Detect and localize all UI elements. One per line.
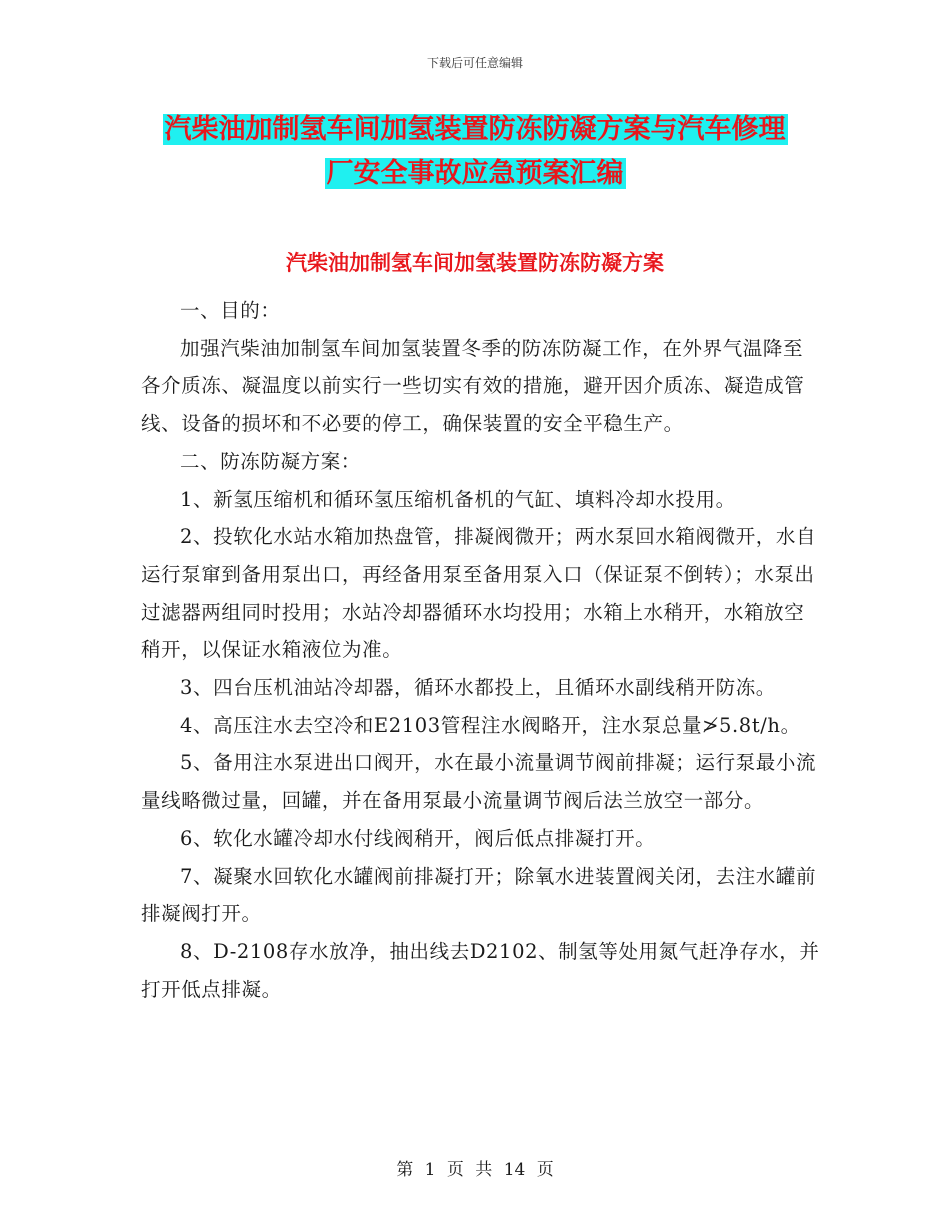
document-body xyxy=(141,292,821,1008)
plan-item-5: 5、备用注水泵进出口阀开，水在最小流量调节阀前排凝；运行泵最小流量线略微过量，回罐，并在备用泵最小流量调节阀后法兰放空一部分。 xyxy=(141,751,817,813)
main-title-line1-text: 汽柴油加制氢车间加氢装置防冻防凝方案与汽车修理 xyxy=(164,114,786,145)
plan-item-3: 3、四台压机油站冷却器，循环水都投上，且循环水副线稍开防冻。 xyxy=(180,676,776,700)
plan-item-7: 7、凝聚水回软化水罐阀前排凝打开；除氧水进装置阀关闭，去注水罐前排凝阀打开。 xyxy=(141,864,817,926)
page-footer: 第 1 页 共 14 页 xyxy=(396,1160,554,1180)
paragraph-purpose: 加强汽柴油加制氢车间加氢装置冬季的防冻防凝工作，在外界气温降至各介质冻、凝温度以前实行一些切实有效的措施，避开因介质冻、凝造成管线、设备的损坏和不必要的停工，确保装置的安全平稳生产。 xyxy=(141,336,805,436)
plan-item-1: 1、新氢压缩机和循环氢压缩机备机的气缸、填料冷却水投用。 xyxy=(180,487,736,511)
header-note: 下载后可任意编辑 xyxy=(426,56,523,70)
plan-item-6: 6、软化水罐冷却水付线阀稍开，阀后低点排凝打开。 xyxy=(180,826,656,850)
heading-purpose: 一、目的： xyxy=(180,299,281,322)
plan-item-2: 2、投软化水站水箱加热盘管，排凝阀微开；两水泵回水箱阀微开，水自运行泵窜到备用泵出口，再经备用泵至备用泵入口（保证泵不倒转）；水泵出过滤器两组同时投用；水站冷却器循环水均投用；水箱上水稍开，水箱放空稍开，以保证水箱液位为准。 xyxy=(141,525,817,662)
plan-item-4: 4、高压注水去空冷和E2103管程注水阀略开，注水泵总量≯5.8t/h。 xyxy=(180,713,801,737)
section-title: 汽柴油加制氢车间加氢装置防冻防凝方案 xyxy=(286,251,664,275)
heading-plan: 二、防冻防凝方案： xyxy=(180,449,361,473)
main-title-line1 xyxy=(140,112,810,148)
main-title-line2 xyxy=(140,156,810,192)
main-title-line2-text: 厂安全事故应急预案汇编 xyxy=(326,158,624,189)
plan-item-8: 8、D-2108存水放净，抽出线去D2102、制氢等处用氮气赶净存水，并打开低点排凝。 xyxy=(141,939,820,1001)
